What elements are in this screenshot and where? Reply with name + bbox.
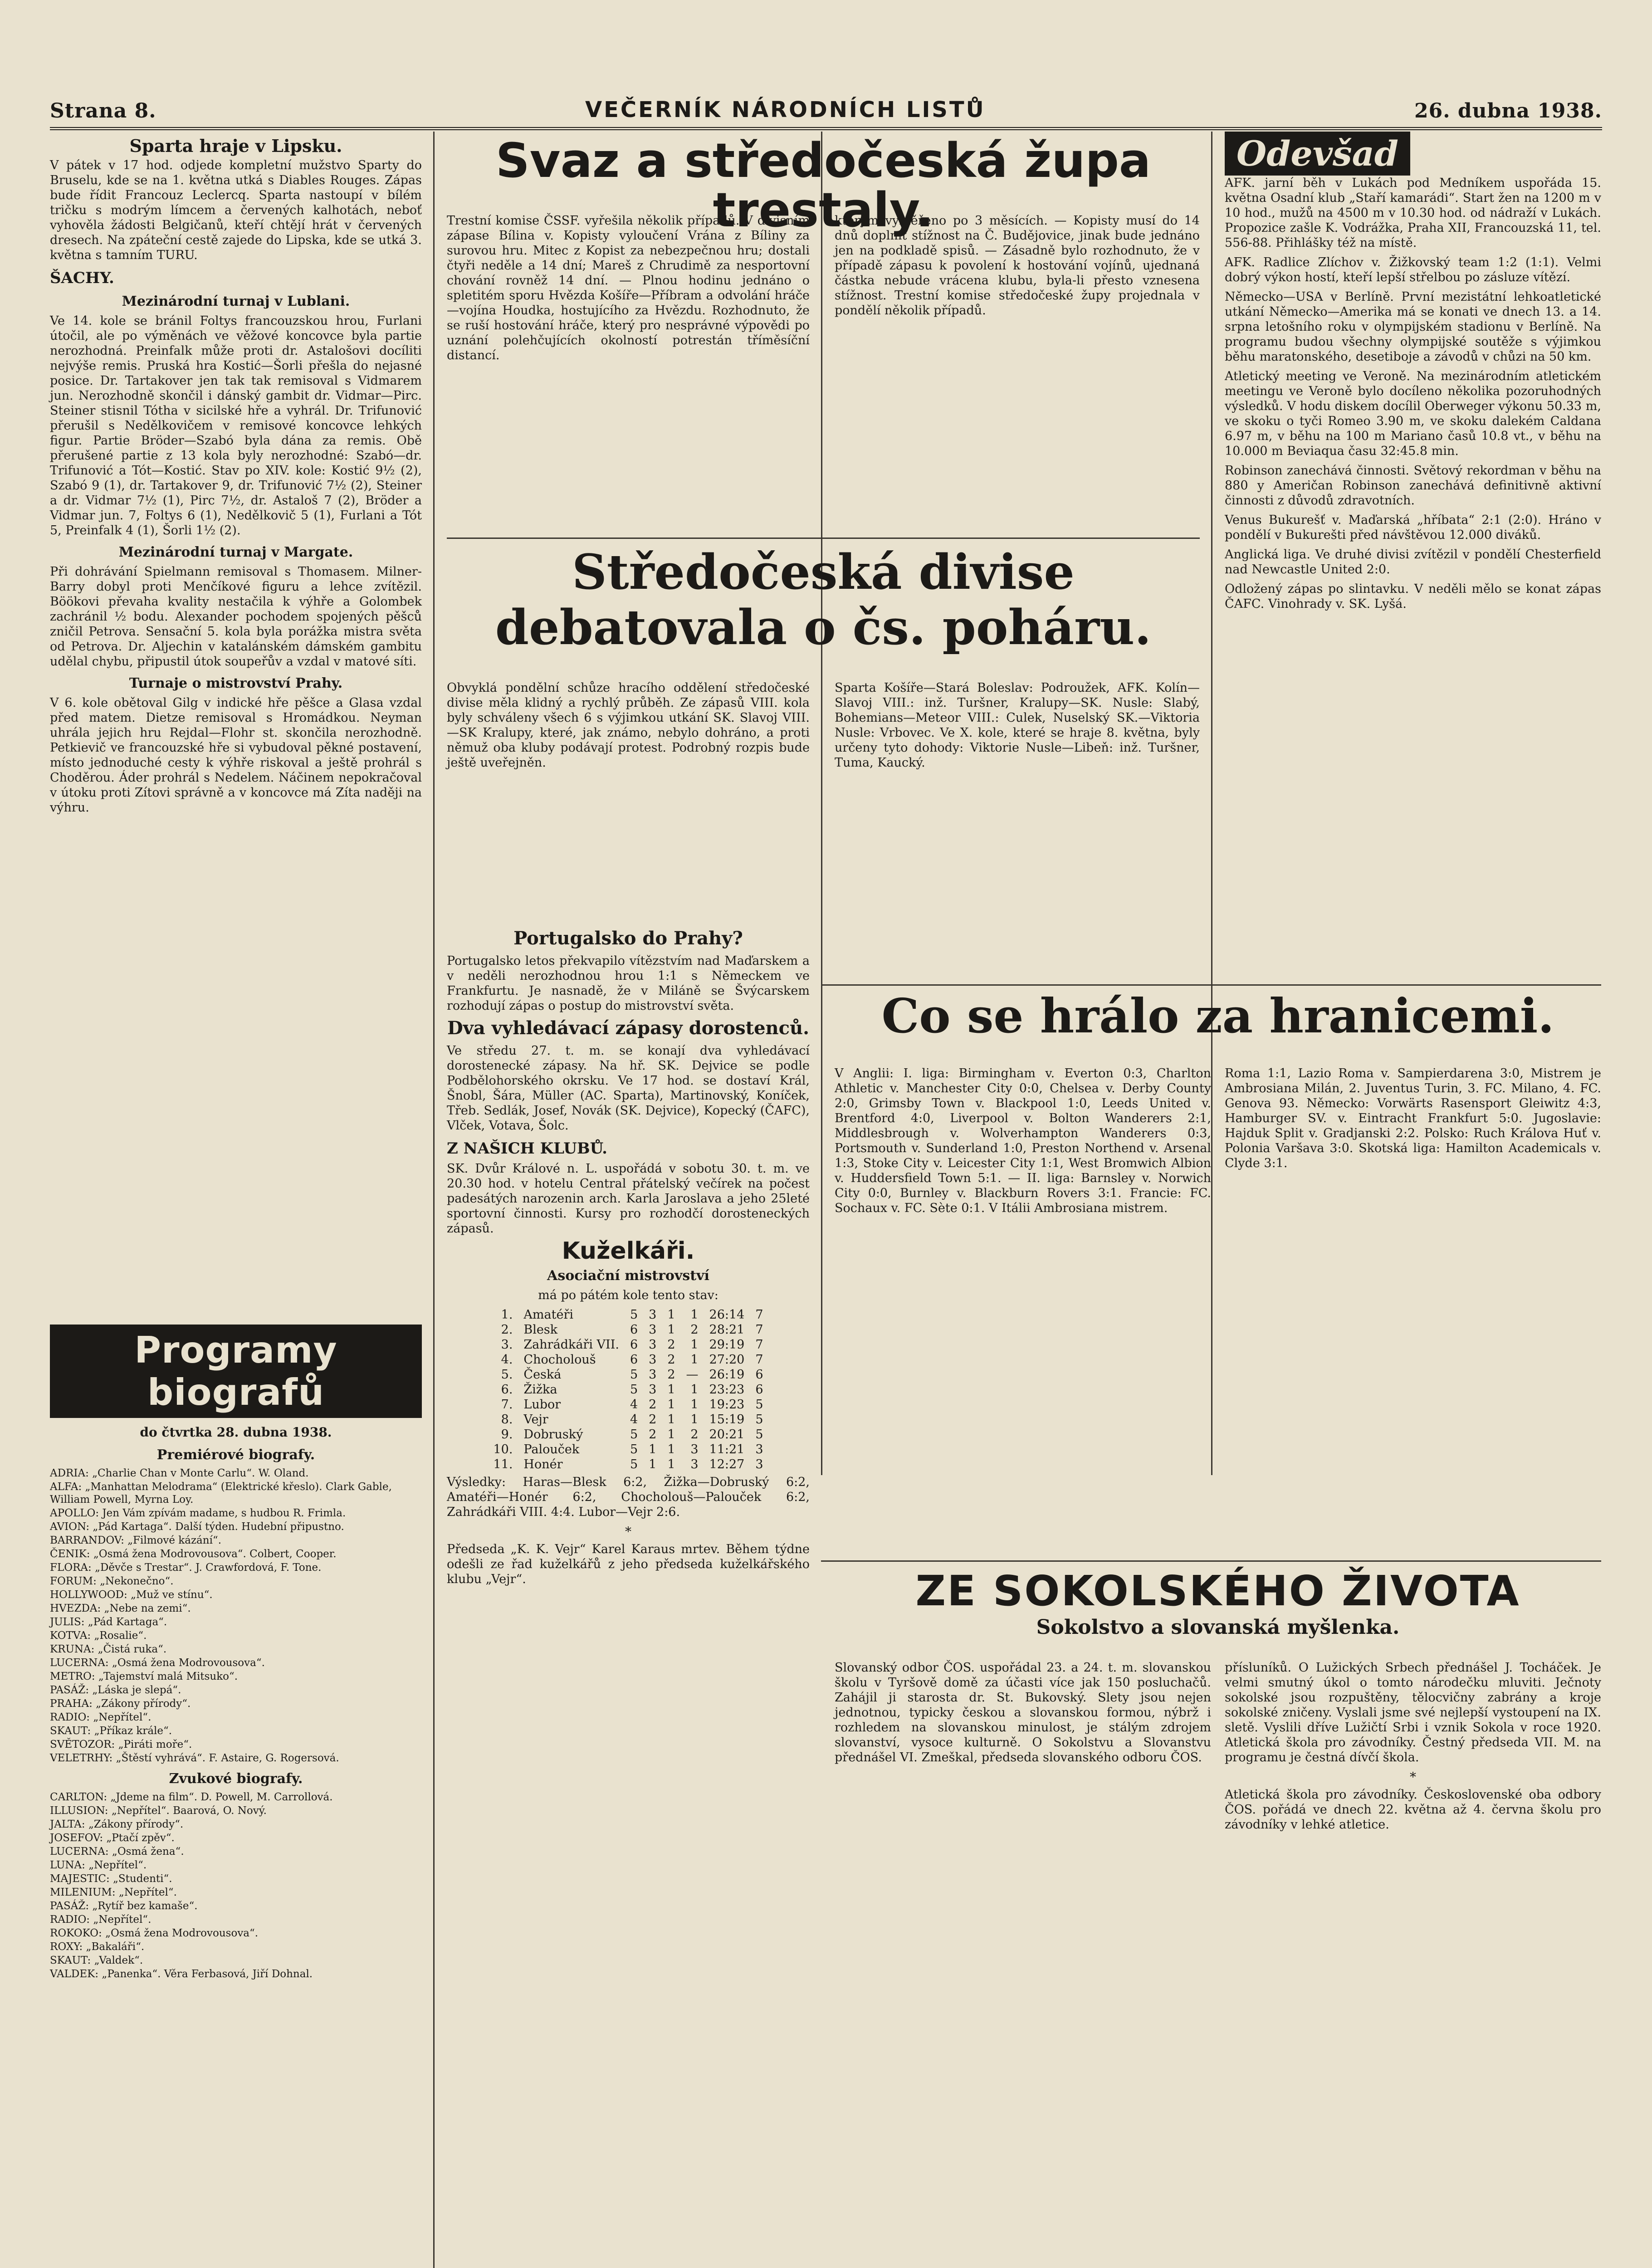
programs-banner: Programy biografů	[50, 1325, 422, 1418]
table-cell: 1	[690, 1308, 699, 1322]
table-cell: 7	[755, 1338, 763, 1352]
table-cell: 6	[755, 1383, 763, 1397]
svaz-article-right	[835, 213, 1200, 531]
cinema-entry: JULIS: „Pád Kartaga“.	[50, 1616, 167, 1628]
table-cell: 27:20	[709, 1353, 745, 1367]
table-cell: Palouček	[523, 1442, 580, 1457]
listing-date: do čtvrtka 28. dubna 1938.	[140, 1425, 332, 1440]
cinema-entry: VALDEK: „Panenka“. Věra Ferbasová, Jiří Dohnal.	[50, 1968, 313, 1980]
article-headline: Středočeská divise debatovala o čs. poháru.	[495, 543, 1152, 655]
table-cell: 1	[667, 1398, 675, 1412]
article-body: V Anglii: I. liga: Birmingham v. Everton 0:3, Charlton Athletic v. Manchester City 0:0, Chelsea v. Derby County 2:0, Grimsby Town v. Blackpool 1:0, Leeds United v. Brentford 4:0, Liverpool v. Bolton Wanderers 2:1, Middlesbrough v. Wolverhampton Wanderers 0:3, Portsmouth v. Sunderland 1:0, Preston Northend v. Arsenal 1:3, Stoke City v. Leicester City 1:1, West Bromwich Albion v. Huddersfield Town 5:1. — II. liga: Barnsley v. Norwich City 0:0, Burnley v. Blackburn Rovers 3:1. Francie: FC. Sochaux v. FC. Sète 0:1. V Itálii Ambrosiana mistrem.	[835, 1066, 1211, 1215]
center-lower-column	[447, 925, 810, 2268]
hranice-headline-box	[835, 988, 1601, 1059]
sound-cinema-list	[50, 1791, 422, 1980]
table-cell: 6	[630, 1338, 638, 1352]
cinema-entry: PASÁŽ: „Láska je slepá“.	[50, 1684, 181, 1696]
table-row	[488, 1337, 768, 1352]
cinema-entry: LUCERNA: „Osmá žena“.	[50, 1846, 184, 1857]
table-cell: 5	[630, 1442, 638, 1457]
table-cell: 1.	[501, 1308, 513, 1322]
hranice-right	[1225, 1066, 1601, 1556]
table-cell: 9.	[501, 1427, 513, 1442]
cinema-entry: PRAHA: „Zákony přírody“.	[50, 1698, 191, 1710]
table-cell: 12:27	[709, 1457, 745, 1471]
table-cell: 7	[755, 1308, 763, 1322]
table-cell: 1	[667, 1323, 675, 1337]
cinema-entry: ILLUSION: „Nepřítel“. Baarová, O. Nový.	[50, 1805, 267, 1817]
table-cell: 3	[755, 1457, 763, 1471]
table-cell: Dobruský	[523, 1427, 583, 1442]
section-heading: ŠACHY.	[50, 269, 114, 287]
page-number: Strana 8.	[50, 99, 156, 122]
sokol-right	[1225, 1660, 1601, 2268]
table-cell: 1	[667, 1413, 675, 1427]
table-cell: 5	[755, 1398, 763, 1412]
table-cell: 2	[649, 1398, 657, 1412]
cinema-entry: ČENIK: „Osmá žena Modrovousova“. Colbert, Cooper.	[50, 1548, 337, 1560]
news-item: Atletický meeting ve Veroně. Na mezinárodním atletickém meetingu ve Veroně bylo docíleno několika pozoruhodných výsledků. V hodu diskem docílil Oberweger výkonu 50.33 m, ve skoku o tyči Romeo 3.90 m, ve skoku dalekém Caldana 6.97 m, v běhu na 100 m Mariano časů 10.8 vt., v běhu na 10.000 m Beviaqua času 32:45.8 min.	[1225, 369, 1601, 458]
table-cell: Lubor	[523, 1398, 561, 1412]
table-cell: 6	[630, 1323, 638, 1337]
cinema-entry: SKAUT: „Valdek“.	[50, 1955, 143, 1966]
table-cell: 20:21	[709, 1427, 745, 1442]
table-cell: —	[686, 1368, 699, 1382]
table-cell: 5	[630, 1383, 638, 1397]
table-row	[488, 1382, 768, 1397]
column-divider	[821, 132, 822, 1475]
article-body: Portugalsko letos překvapilo vítězstvím nad Maďarskem a v neděli nerozhodnou hrou 1:1 s Německem ve Frankfurtu. Je nasnadě, že v Miláně se Švýcarskem rozhodují zápas o postup do mistrovství světa.	[447, 954, 810, 1013]
cinema-entry: KOTVA: „Rosalie“.	[50, 1630, 147, 1642]
table-row	[488, 1412, 768, 1427]
article-body: V 6. kole obětoval Gilg v indické hře pěšce a Glasa vzdal před matem. Dietze remisoval s Hromádkou. Neyman uhrála jejich hru Rejdal—Flohr st. skončila nerozhodně. Petkievič ve francouzské hře si vybudoval pěkné postavení, místo jednoduché cesty k výhře riskoval a ještě prohrál s Choděrou. Áder prohrál s Nedelem. Náčinem nepokračoval v útoku proti Zítovi správně a v koncovce má Zíta naději na výhru.	[50, 696, 422, 815]
cinema-entry: LUCERNA: „Osmá žena Modrovousova“.	[50, 1657, 265, 1669]
table-cell: 6	[755, 1368, 763, 1382]
cinema-entry: JALTA: „Zákony přírody“.	[50, 1818, 184, 1830]
svaz-article-left	[447, 213, 810, 531]
article-body: Předseda „K. K. Vejr“ Karel Karaus mrtev. Během týdne odešli ze řad kuželkářů z jeho předseda kuželkářského klubu „Vejr“.	[447, 1542, 810, 1586]
table-cell: Zahrádkáři VII.	[523, 1338, 619, 1352]
table-cell: 2	[667, 1338, 675, 1352]
cinema-listings	[50, 1325, 422, 2268]
table-cell: 29:19	[709, 1338, 745, 1352]
table-cell: Amatéři	[523, 1308, 573, 1322]
rule	[821, 984, 1601, 986]
cinema-entry: ROXY: „Bakaláři“.	[50, 1941, 145, 1953]
table-cell: 4	[630, 1413, 638, 1427]
table-cell: 6	[630, 1353, 638, 1367]
table-cell: Blesk	[523, 1323, 558, 1337]
article-headline: ZE SOKOLSKÉHO ŽIVOTA	[915, 1567, 1520, 1615]
newspaper-title: VEČERNÍK NÁRODNÍCH LISTŮ	[585, 97, 986, 122]
section-heading: Z NAŠICH KLUBŮ.	[447, 1139, 607, 1158]
issue-date: 26. dubna 1938.	[1414, 99, 1602, 122]
table-cell: 7	[755, 1353, 763, 1367]
article-subheadline: Sokolstvo a slovanská myšlenka.	[1036, 1615, 1400, 1639]
table-cell: 4	[630, 1398, 638, 1412]
cinema-entry: BARRANDOV: „Filmové kázání“.	[50, 1535, 222, 1546]
league-subtitle: má po pátém kole tento stav:	[538, 1288, 718, 1302]
table-cell: 2	[690, 1323, 699, 1337]
cinema-entry: KRUNA: „Čistá ruka“.	[50, 1643, 167, 1655]
table-cell: 3.	[501, 1338, 513, 1352]
table-cell: 5	[630, 1368, 638, 1382]
article-body: Slovanský odbor ČOS. uspořádal 23. a 24. t. m. slovanskou školu v Tyršově domě za účasti více jak 150 posluchačů. Zahájil ji starosta dr. St. Bukovský. Slety jsou nejen jednotnou, typicky českou a slovanskou formou, nýbrž i rozhledem na slovanskou minulost, je stálým zdrojem slovanství, vysoce kulturně. O Sokolstvu a Slovanstvu přednášel VI. Zmeškal, předseda slovanského odboru ČOS.	[835, 1661, 1211, 1765]
article-body: Trestní komise ČSSF. vyřešila několik případů. V divisním zápase Bílina v. Kopisty vyloučení Vrána z Bíliny za surovou hru. Mitec z Kopist za nebezpečnou hru; dostali čtyři neděle a 14 dní; Mareš z Chrudimě za nesportovní chování rovněž 14 dní. — Plnou hodinu jednáno o spletitém sporu Hvězda Košíře—Příbram a odvolání hráče—vojína Houdka, hostujícího za Hvězdu. Rozhodnuto, že se ruší hostování hráče, který pro nesprávné výpovědi po uznání polehčujících okolností potrestán tříměsíční distancí.	[447, 214, 810, 362]
cinema-entry: HOLLYWOOD: „Muž ve stínu“.	[50, 1589, 213, 1601]
table-row	[488, 1352, 768, 1367]
cinema-entry: SKAUT: „Příkaz krále“.	[50, 1725, 172, 1737]
table-cell: 1	[667, 1383, 675, 1397]
table-cell: 1	[649, 1457, 657, 1471]
article-headline: Turnaje o mistrovství Prahy.	[129, 675, 343, 691]
table-row	[488, 1367, 768, 1382]
hranice-left	[835, 1066, 1211, 1556]
masthead	[50, 68, 1602, 130]
table-cell: 5	[755, 1413, 763, 1427]
odevsad-column	[1225, 132, 1601, 975]
article-headline: Sparta hraje v Lipsku.	[129, 136, 342, 156]
news-item: Německo—USA v Berlíně. První mezistátní lehkoatletické utkání Německo—Amerika má se konati ve dnech 13. a 14. srpna letošního roku v olympijském stadionu v Berlíně. Na programu budou všechny olympijské soutěže s výjimkou běhu maratonského, desetiboje a závodů v chůzi na 50 km.	[1225, 290, 1601, 364]
article-headline: Svaz a středočeská župa trestaly.	[495, 133, 1151, 238]
cinema-entry: VELETRHY: „Štěstí vyhrává“. F. Astaire, G. Rogersová.	[50, 1752, 339, 1764]
league-table	[488, 1307, 768, 1472]
article-headline: Mezinárodní turnaj v Margate.	[118, 544, 353, 560]
table-row	[488, 1322, 768, 1337]
divise-article-right	[835, 680, 1200, 953]
article-body: Ve 14. kole se bránil Foltys francouzskou hrou, Furlani útočil, ale po výměnách ve věžové koncovce byla partie nerozhodná. Preinfalk může proti dr. Astalošovi docíliti nejvýše remis. Pruská hra Kostić—Šorli přešla do nejasné posice. Dr. Tartakover jen tak tak remisoval s Vidmarem jun. Nerozhodně skončil i dánský gambit dr. Vidmar—Pirc. Steiner stisnil Tótha v sicilské hře a vyhrál. Dr. Trifunović přerušil s Nedělkovičem v remisové koncovce lehkých figur. Partie Bröder—Szabó byla dána za remis. Obě přerušené partie z 13 kola byly nerozhodné: Szabó—dr. Trifunović a Tót—Kostić. Stav po XIV. kole: Kostić 9½ (2), Szabó 9 (1), dr. Tartakover 9, dr. Trifunović 7½ (2), Steiner a dr. Vidmar 7½ (1), Pirc 7½, dr. Astaloš 7 (2), Bröder a Vidmar jun. 7, Foltys 6 (1), Nedělkovič 5 (1), Furlani a Tót 5, Preinfalk 4 (1), Šorli 1½ (2).	[50, 314, 422, 538]
table-cell: 5.	[501, 1368, 513, 1382]
svaz-headline-box	[447, 132, 1200, 238]
table-cell: 7.	[501, 1398, 513, 1412]
cinema-entry: ROKOKO: „Osmá žena Modrovousova“.	[50, 1927, 259, 1939]
divise-headline-box	[447, 544, 1200, 671]
cinema-entry: LUNA: „Nepřítel“.	[50, 1859, 147, 1871]
cinema-entry: HVEZDA: „Nebe na zemi“.	[50, 1603, 191, 1614]
table-cell: 8.	[501, 1413, 513, 1427]
table-row	[488, 1427, 768, 1442]
table-cell: 11.	[493, 1457, 513, 1471]
news-item: Venus Bukurešť v. Maďarská „hříbata“ 2:1 (2:0). Hráno v pondělí v Bukurešti před návštěvou 12.000 diváků.	[1225, 513, 1601, 542]
table-cell: 1	[667, 1308, 675, 1322]
rule	[447, 538, 1200, 539]
article-headline: Kuželkáři.	[562, 1237, 695, 1265]
table-cell: 28:21	[709, 1323, 745, 1337]
article-body: Při dohrávání Spielmann remisoval s Thomasem. Milner-Barry dobyl proti Menčíkové figuru a lehce zvítězil. Böökovi převaha kvality nestačila k výhře a Golombek zachránil ½ bodu. Alexander pochodem spojených pěšců zničil Petrova. Sensační 5. kola byla porážka mistra světa od Petrova. Dr. Aljechin v katalánském dámském gambitu udělal chybu, připustil útok soupeřův a vzdal v matové síti.	[50, 565, 422, 669]
listing-heading: Zvukové biografy.	[169, 1771, 303, 1787]
table-cell: 3	[649, 1383, 657, 1397]
table-cell: 3	[649, 1368, 657, 1382]
table-cell: 5	[630, 1308, 638, 1322]
table-cell: 1	[690, 1383, 699, 1397]
table-cell: 5	[755, 1427, 763, 1442]
table-cell: 1	[667, 1427, 675, 1442]
listing-heading: Premiérové biografy.	[156, 1447, 315, 1463]
cinema-entry: RADIO: „Nepřítel“.	[50, 1914, 152, 1926]
article-body: kterým vyměřeno po 3 měsících. — Kopisty musí do 14 dnů doplnit stížnost na Č. Budějovice, jinak bude jednáno jen na podkladě spisů. — Zásadně bylo rozhodnuto, že v případě zápasu k povolení k hostování vojínů, ujednaná částka nebude vrácena klubu, byla-li přesto vznesena stížnost. Trestní komise středočeské župy projednala v pondělí několik případů.	[835, 214, 1200, 318]
table-cell: 1	[667, 1457, 675, 1471]
rule	[821, 1560, 1601, 1562]
table-cell: 5	[630, 1427, 638, 1442]
article-headline: Mezinárodní turnaj v Lublani.	[122, 293, 350, 309]
column-divider	[1211, 132, 1212, 1475]
table-cell: 11:21	[709, 1442, 745, 1457]
article-headline: Co se hrálo za hranicemi.	[881, 988, 1554, 1044]
article-body: V pátek v 17 hod. odjede kompletní mužstvo Sparty do Bruselu, kde se na 1. května utká s Diables Rouges. Zápas bude řídit Francouz Leclercq. Sparta nastoupí v bílém tričku s modrým límcem a červených kalhotách, neboť vyhověla žádosti Belgičanů, kteří chtějí hrát v červených dresech. Na zpáteční cestě zajede do Lipska, kde se utká 3. května s tamním TURU.	[50, 158, 422, 262]
news-item: Anglická liga. Ve druhé divisi zvítězil v pondělí Chesterfield nad Newcastle United 2:0.	[1225, 547, 1601, 577]
table-cell: 1	[690, 1398, 699, 1412]
divise-article-left	[447, 680, 810, 912]
results-text: Výsledky: Haras—Blesk 6:2, Žižka—Dobruský 6:2, Amatéři—Honér 6:2, Chocholouš—Palouček 6:2, Zahrádkáři VIII. 4:4. Lubor—Vejr 2:6.	[447, 1475, 810, 1519]
cinema-entry: ADRIA: „Charlie Chan v Monte Carlu“. W. Oland.	[50, 1467, 309, 1479]
table-cell: 3	[690, 1442, 699, 1457]
table-cell: Honér	[523, 1457, 563, 1471]
cinema-entry: RADIO: „Nepřítel“.	[50, 1711, 152, 1723]
table-cell: 2	[649, 1413, 657, 1427]
table-cell: 2	[667, 1368, 675, 1382]
table-cell: 2	[690, 1427, 699, 1442]
table-cell: 6.	[501, 1383, 513, 1397]
left-column	[50, 132, 422, 1311]
news-item: AFK. Radlice Zlíchov v. Žižkovský team 1:2 (1:1). Velmi dobrý výkon hostí, kteří lepší střelbou po zásluze vítězí.	[1225, 255, 1601, 284]
cinema-entry: METRO: „Tajemství malá Mitsuko“.	[50, 1671, 238, 1682]
cinema-entry: MILENIUM: „Nepřítel“.	[50, 1887, 177, 1898]
cinema-entry: AVION: „Pád Kartaga“. Další týden. Hudební připustno.	[50, 1521, 344, 1533]
cinema-entry: APOLLO: Jen Vám zpívám madame, s hudbou R. Frimla.	[50, 1507, 346, 1519]
table-cell: Česká	[523, 1368, 562, 1382]
table-cell: 3	[649, 1308, 657, 1322]
article-body: Roma 1:1, Lazio Roma v. Sampierdarena 3:0, Mistrem je Ambrosiana Milán, 2. Juventus Turin, 3. FC. Milano, 4. FC. Genova 93. Německo: Vorwärts Rasensport Gleiwitz 4:3, Hamburger SV. v. Eintracht Frankfurt 5:0. Jugoslavie: Hajduk Split v. Gradjanski 2:2. Polsko: Ruch Králova Huť v. Polonia Varšava 3:0. Skotská liga: Hamilton Academicals v. Clyde 3:1.	[1225, 1066, 1601, 1170]
odevsad-list	[1225, 176, 1601, 611]
table-cell: Vejr	[523, 1413, 548, 1427]
table-cell: 4.	[501, 1353, 513, 1367]
table-cell: 3	[690, 1457, 699, 1471]
table-cell: Žižka	[523, 1383, 557, 1397]
sokol-left	[835, 1660, 1211, 2268]
league-headline: Asociační mistrovství	[547, 1268, 709, 1284]
news-item: Odložený zápas po slintavku. V neděli mělo se konat zápas ČAFC. Vinohrady v. SK. Lyšá.	[1225, 582, 1601, 611]
cinema-entry: PASÁŽ: „Rytíř bez kamaše“.	[50, 1900, 198, 1912]
sokol-headline-box	[835, 1569, 1601, 1647]
odevsad-banner: Odevšad	[1225, 132, 1410, 176]
table-row	[488, 1442, 768, 1457]
article-body: Ve středu 27. t. m. se konají dva vyhledávací dorostenecké zápasy. Na hř. SK. Dejvice se podle Podbělohorského okrsku. Ve 17 hod. se dostaví Král, Šnobl, Šára, Müller (AC. Sparta), Martinovský, Koníček, Třeb. Sedlák, Josef, Novák (SK. Dejvice), Kopecký (ČAFC), Vlček, Votava, Šolc.	[447, 1044, 810, 1133]
cinema-entry: FLORA: „Děvče s Trestar“. J. Crawfordová, F. Tone.	[50, 1562, 322, 1574]
table-cell: 1	[690, 1338, 699, 1352]
table-cell: 3	[649, 1323, 657, 1337]
divider-star: *	[625, 1524, 631, 1539]
article-body: Atletická škola pro závodníky. Československé oba odbory ČOS. pořádá ve dnech 22. května až 4. června školu pro závodníky v lehké atletice.	[1225, 1788, 1601, 1832]
cinema-entry: JOSEFOV: „Ptačí zpěv“.	[50, 1832, 175, 1844]
table-cell: Chocholouš	[523, 1353, 596, 1367]
article-body: Obvyklá pondělní schůze hracího oddělení středočeské divise měla klidný a rychlý průběh. Ze zápasů VIII. kola byly schváleny všech 6 s výjimkou utkání SK. Slavoj VIII.—SK Kralupy, které, jak známo, nebylo dohráno, a proti němuž oba kluby podávají protest. Podrobný rozpis bude ještě uveřejněn.	[447, 681, 810, 770]
column-divider	[433, 132, 435, 2268]
table-cell: 3	[649, 1353, 657, 1367]
divider-star: *	[1410, 1769, 1416, 1784]
table-cell: 26:14	[709, 1308, 745, 1322]
article-body: přísluníků. O Lužických Srbech přednášel J. Tocháček. Je velmi smutný úkol o tomto národečku mluviti. Ječnoty sokolské jsou rozpuštěny, tělocvičny zabrány a kroje sokolské zničeny. Vyslali jsme své nejlepší vystoupení na IX. sletě. Vyslili dříve Lužičtí Srbi i vznik Sokola v roce 1920. Atletická škola pro závodníky. Čestný předseda VII. M. na programu je čestná dívčí škola.	[1225, 1661, 1601, 1765]
table-cell: 1	[649, 1442, 657, 1457]
table-cell: 1	[667, 1442, 675, 1457]
cinema-entry: SVĚTOZOR: „Piráti moře“.	[50, 1739, 192, 1750]
table-cell: 1	[690, 1353, 699, 1367]
table-cell: 23:23	[709, 1383, 745, 1397]
cinema-entry: CARLTON: „Jdeme na film“. D. Powell, M. Carrollová.	[50, 1791, 333, 1803]
news-item: AFK. jarní běh v Lukách pod Medníkem uspořáda 15. května Osadní klub „Staří kamarádi“. Start žen na 1200 m v 10 hod., mužů na 4500 m v 10.30 hod. od nádraží v Lukách. Propozice zašle K. Vodrážka, Praha XII, Francouzská 11, tel. 556-88. Přihlášky též na místě.	[1225, 176, 1601, 250]
table-cell: 2	[649, 1427, 657, 1442]
table-cell: 3	[755, 1442, 763, 1457]
cinema-entry: ALFA: „Manhattan Melodrama“ (Elektrické křeslo). Clark Gable, William Powell, Myrna Loy.	[50, 1481, 392, 1505]
table-cell: 3	[649, 1338, 657, 1352]
table-cell: 10.	[493, 1442, 513, 1457]
article-headline: Portugalsko do Prahy?	[513, 928, 743, 949]
table-cell: 5	[630, 1457, 638, 1471]
table-cell: 19:23	[709, 1398, 745, 1412]
table-row	[488, 1397, 768, 1412]
news-item: Robinson zanechává činnosti. Světový rekordman v běhu na 880 y Američan Robinson zanechává definitivně aktivní činnosti z důvodů zdravotních.	[1225, 464, 1601, 508]
cinema-entry: MAJESTIC: „Studenti“.	[50, 1873, 172, 1885]
premiere-list	[50, 1467, 422, 1765]
table-cell: 15:19	[709, 1413, 745, 1427]
table-row	[488, 1457, 768, 1472]
cinema-entry: FORUM: „Nekonečno“.	[50, 1575, 174, 1587]
table-cell: 2	[667, 1353, 675, 1367]
article-body: Sparta Košíře—Stará Boleslav: Podroužek, AFK. Kolín—Slavoj VIII.: inž. Turšner, Kralupy—SK. Nusle: Slabý, Bohemians—Meteor VIII.: Culek, Nuselský SK.—Viktoria Nusle: Vrbovec. Ve X. kole, které se hraje 8. května, byly určeny tyto dohody: Viktorie Nusle—Libeň: inž. Turšner, Tuma, Kaucký.	[835, 681, 1200, 770]
table-cell: 2.	[501, 1323, 513, 1337]
article-body: SK. Dvůr Králové n. L. uspořádá v sobotu 30. t. m. ve 20.30 hod. v hotelu Central přátelský večírek na počest padesátých narozenin arch. Karla Jaroslava a jeho 25leté sportovní činnosti. Kursy pro rozhodčí dorosteneckých zápasů.	[447, 1162, 810, 1236]
table-row	[488, 1307, 768, 1322]
table-cell: 26:19	[709, 1368, 745, 1382]
article-headline: Dva vyhledávací zápasy dorostenců.	[447, 1017, 809, 1039]
table-cell: 1	[690, 1413, 699, 1427]
table-cell: 7	[755, 1323, 763, 1337]
